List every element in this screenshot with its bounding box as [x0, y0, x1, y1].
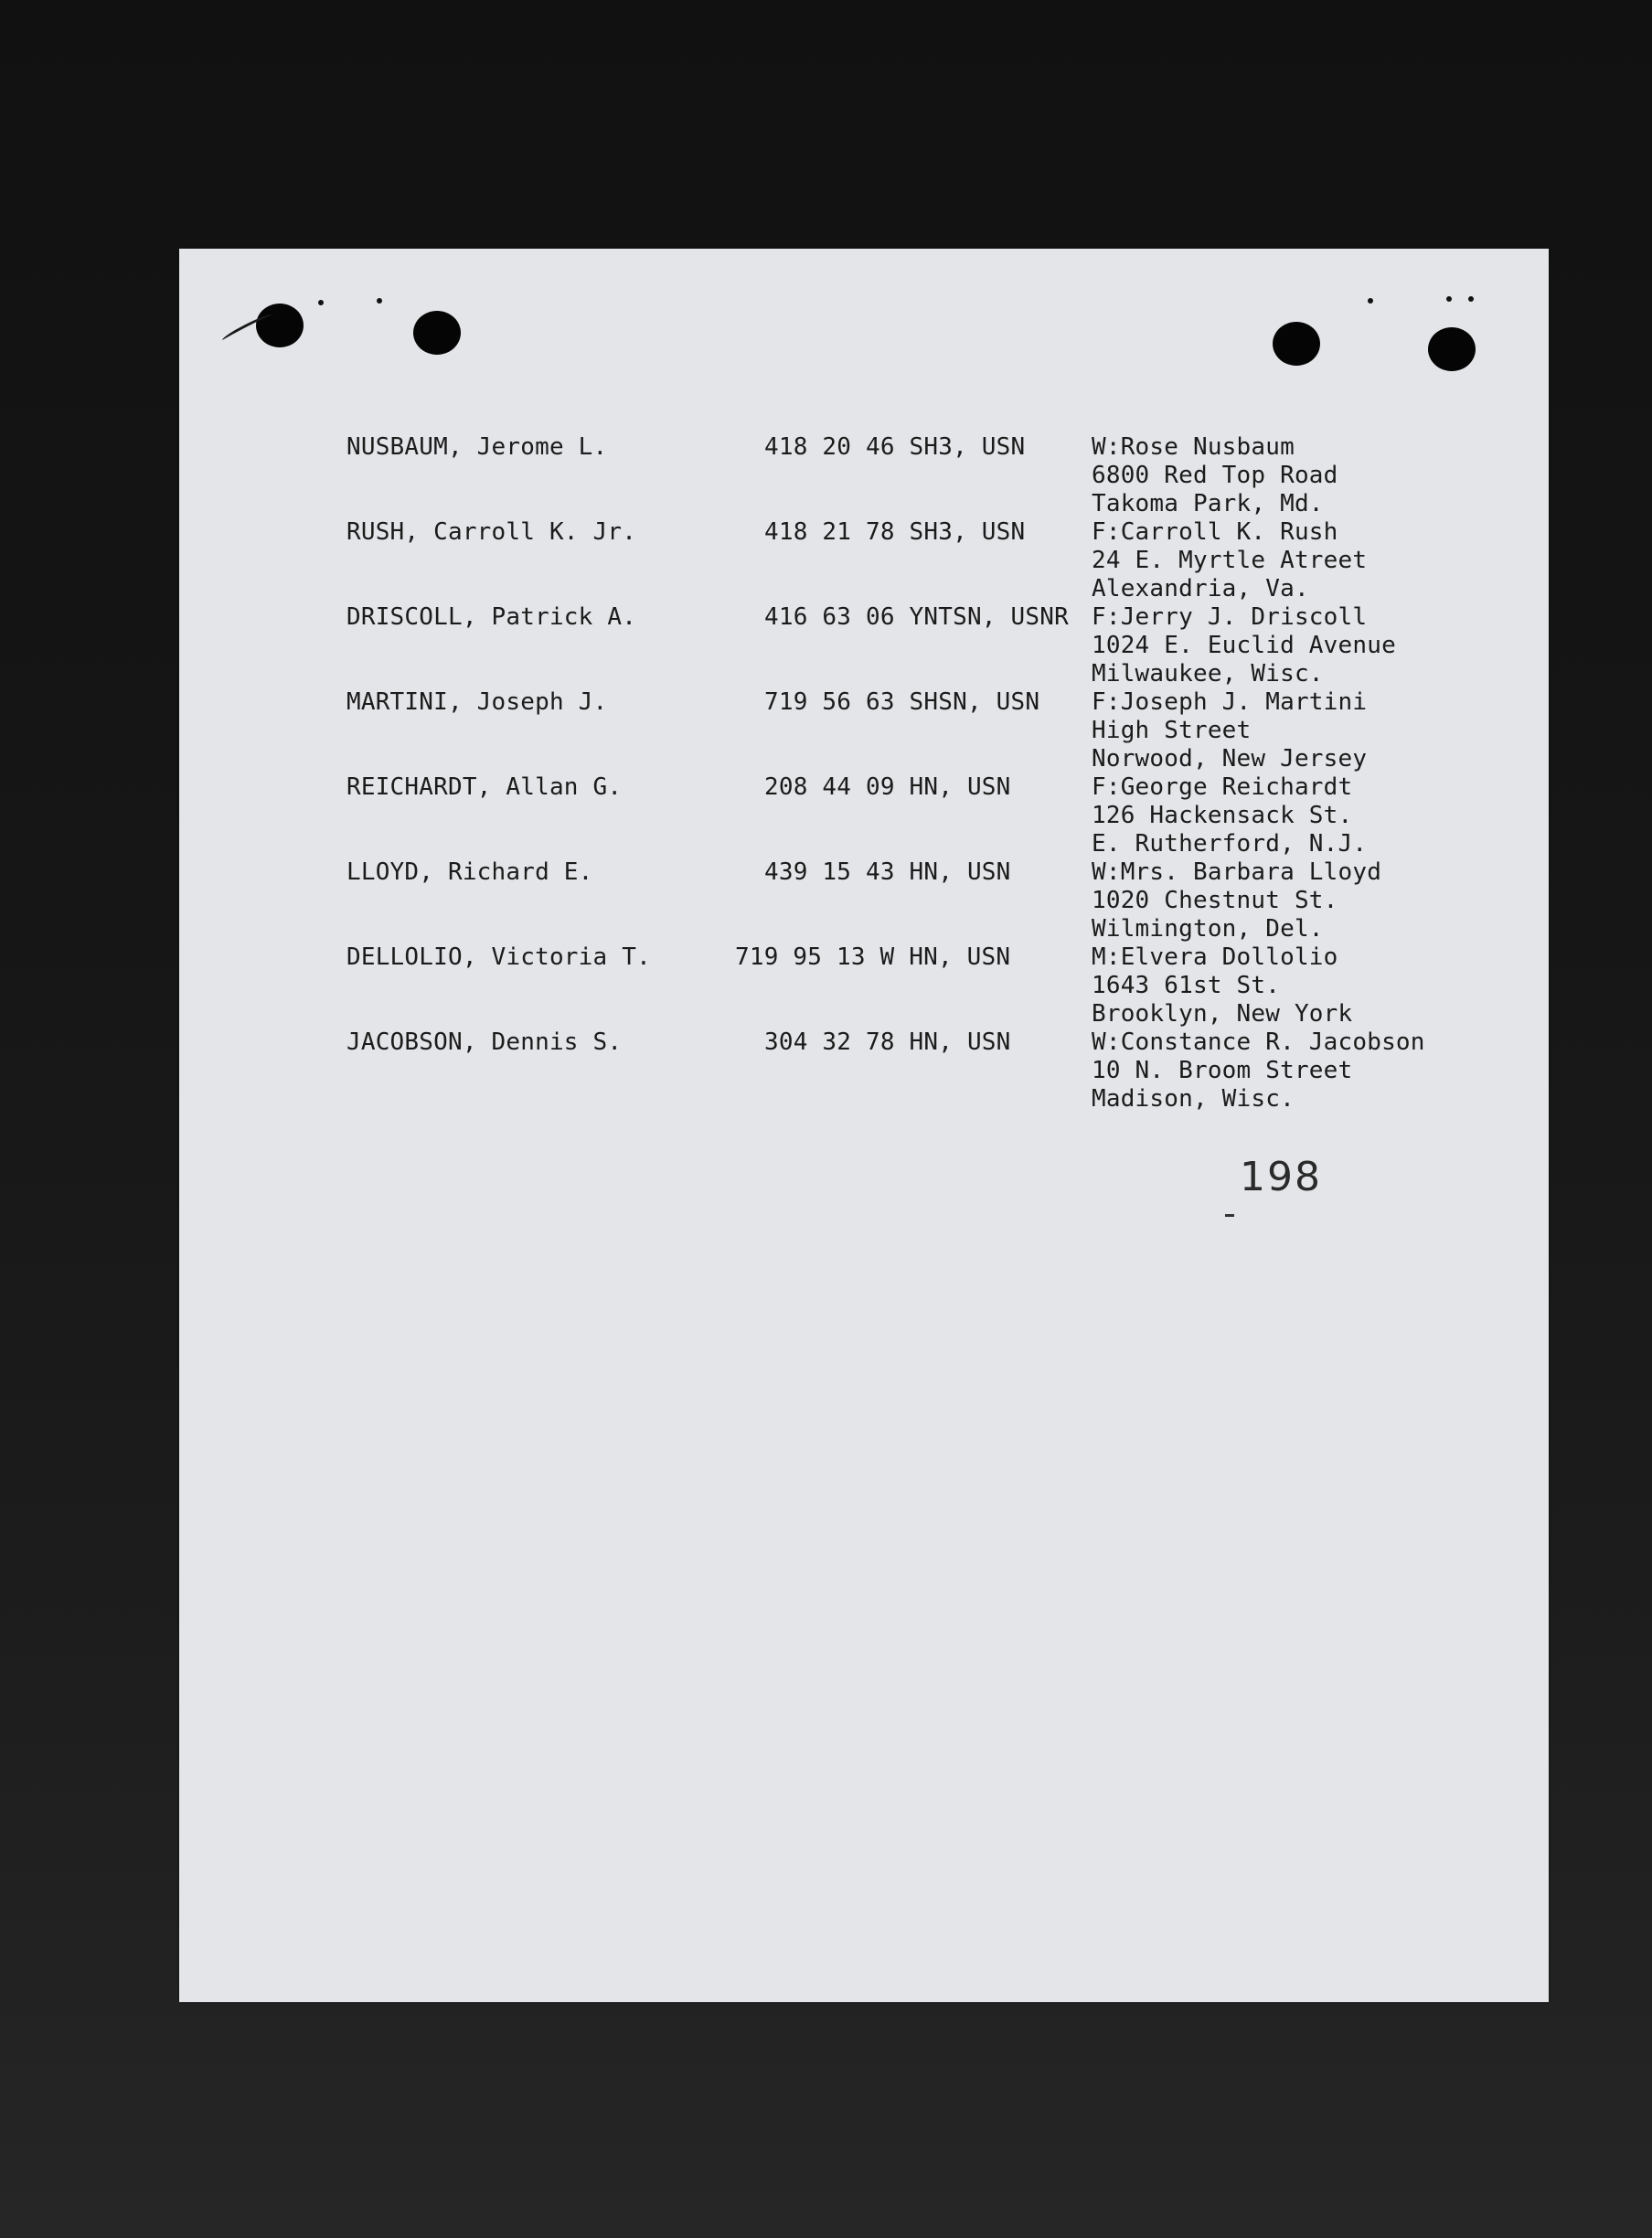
record-service: 418 21 78 SH3, USN [764, 518, 1026, 546]
record-service: 439 15 43 HN, USN [764, 858, 1011, 886]
record-address-line: Madison, Wisc. [1092, 1085, 1295, 1113]
record-name: DELLOLIO, Victoria T. [346, 943, 651, 971]
record-address-line: 24 E. Myrtle Atreet [1092, 547, 1368, 574]
record-address-line: Alexandria, Va. [1092, 575, 1309, 602]
record-list [179, 249, 1549, 2002]
record-address-line: Milwaukee, Wisc. [1092, 660, 1324, 687]
record-address-line: 6800 Red Top Road [1092, 462, 1338, 489]
record-address-line: E. Rutherford, N.J. [1092, 830, 1368, 858]
page-number: 198 [1240, 1154, 1322, 1200]
record-service: 719 95 13 W HN, USN [735, 943, 1011, 971]
dash-mark [1225, 1214, 1234, 1217]
record-address-line: W:Rose Nusbaum [1092, 433, 1295, 461]
record-address-line: High Street [1092, 717, 1252, 744]
record-row [179, 943, 1549, 1029]
record-row [179, 433, 1549, 519]
record-row [179, 1028, 1549, 1114]
record-name: NUSBAUM, Jerome L. [346, 433, 608, 461]
record-name: DRISCOLL, Patrick A. [346, 603, 637, 631]
record-address-line: M:Elvera Dollolio [1092, 943, 1338, 971]
record-name: MARTINI, Joseph J. [346, 688, 608, 716]
document-page [179, 249, 1549, 2002]
record-service: 418 20 46 SH3, USN [764, 433, 1026, 461]
record-address-line: F:George Reichardt [1092, 773, 1353, 801]
record-address-line: 1020 Chestnut St. [1092, 887, 1338, 914]
record-row [179, 603, 1549, 689]
record-name: REICHARDT, Allan G. [346, 773, 623, 801]
record-address-line: F:Joseph J. Martini [1092, 688, 1368, 716]
record-address-line: 10 N. Broom Street [1092, 1057, 1353, 1084]
record-address-line: F:Jerry J. Driscoll [1092, 603, 1368, 631]
record-address-line: F:Carroll K. Rush [1092, 518, 1338, 546]
record-address-line: Wilmington, Del. [1092, 915, 1324, 943]
record-service: 304 32 78 HN, USN [764, 1028, 1011, 1056]
record-name: RUSH, Carroll K. Jr. [346, 518, 637, 546]
record-address-line: 1024 E. Euclid Avenue [1092, 632, 1396, 659]
record-service: 719 56 63 SHSN, USN [764, 688, 1040, 716]
record-address-line: Brooklyn, New York [1092, 1000, 1353, 1028]
record-address-line: W:Mrs. Barbara Lloyd [1092, 858, 1382, 886]
record-row [179, 858, 1549, 944]
record-name: LLOYD, Richard E. [346, 858, 593, 886]
record-service: 208 44 09 HN, USN [764, 773, 1011, 801]
record-address-line: Norwood, New Jersey [1092, 745, 1368, 773]
record-address-line: 126 Hackensack St. [1092, 802, 1353, 829]
record-row [179, 518, 1549, 604]
record-name: JACOBSON, Dennis S. [346, 1028, 623, 1056]
record-row [179, 688, 1549, 774]
record-address-line: W:Constance R. Jacobson [1092, 1028, 1425, 1056]
record-address-line: Takoma Park, Md. [1092, 490, 1324, 517]
record-row [179, 773, 1549, 859]
record-address-line: 1643 61st St. [1092, 972, 1281, 999]
record-service: 416 63 06 YNTSN, USNR [764, 603, 1069, 631]
